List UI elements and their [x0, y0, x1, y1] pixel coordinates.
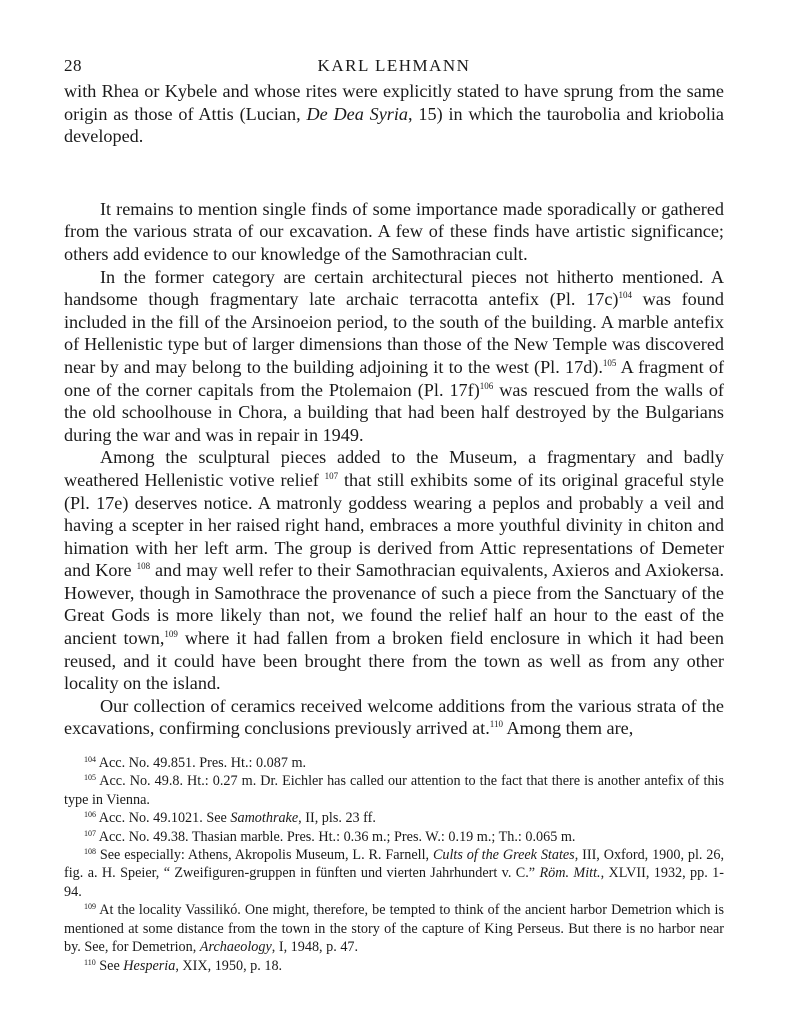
footnote-number: 110	[84, 957, 96, 967]
footnote-number: 105	[84, 773, 96, 783]
text-run: and may well refer to their Samothracian equivalents, Axieros and Axiokersa. However, though in Samothrace the provenance of such a piece from the Sanctuary of the Great Gods is more likely than not, we found the relief half an hour to the east of the ancient town,	[64, 560, 724, 649]
cited-title: Samothrake	[230, 810, 299, 827]
footnote-text: , II, pls. 23 ff.	[298, 810, 376, 827]
cited-title: Hesperia	[123, 957, 176, 974]
page-header	[64, 56, 724, 80]
footnote-108	[64, 846, 724, 901]
footnote-107	[64, 828, 724, 846]
paragraph	[64, 695, 724, 740]
text-run: was found included in the fill of the Arsinoeion period, to the south of the building. A marble antefix of Hellenistic type but of larger dimensions than those of the New Temple was discovered near by and may belong to the building adjoining it to the west (Pl. 17d).	[64, 289, 725, 377]
footnote-text: See	[99, 957, 124, 974]
footnote-ref[interactable]: 104	[618, 290, 632, 301]
footnote-104	[64, 754, 724, 772]
footnote-ref[interactable]: 109	[164, 629, 178, 640]
footnote-text: Acc. No. 49.38. Thasian marble. Pres. Ht.: 0.36 m.; Pres. W.: 0.19 m.; Th.: 0.065 m.	[98, 828, 576, 845]
text-run: with Rhea or Kybele and whose rites were explicitly stated to have sprung from the same origin as those of Attis (Lucian,	[64, 81, 724, 124]
footnote-number: 104	[84, 755, 96, 765]
footnote-number: 109	[84, 902, 96, 912]
footnote-text: See especially: Athens, Akropolis Museum, L. R. Farnell,	[99, 847, 433, 864]
footnote-text: , XLVII, 1932, pp. 1-94.	[64, 865, 724, 900]
running-head: KARL LEHMANN	[317, 56, 471, 75]
cited-title: Röm. Mitt.	[539, 865, 601, 882]
footnote-109	[64, 901, 724, 956]
footnote-ref[interactable]: 108	[136, 561, 151, 572]
text-run: that still exhibits some of its original graceful style (Pl. 17e) deserves notice. A matronly goddess wearing a peplos and probably a veil and having a scepter in her raised right hand, embraces a more youthful divinity in chiton and himation with her left arm. The group is derived from Attic representations of Demeter and Kore	[64, 469, 724, 581]
footnote-ref[interactable]: 110	[489, 719, 503, 730]
text-run: was rescued from the walls of the old schoolhouse in Chora, a building that had been half destroyed by the Bulgarians during the war and was in repair in 1949.	[64, 379, 724, 445]
footnote-text: , I, 1948, p. 47.	[271, 939, 359, 956]
footnote-105	[64, 772, 724, 809]
footnote-ref[interactable]: 105	[602, 357, 617, 368]
page	[64, 56, 724, 975]
footnote-110	[64, 957, 724, 975]
footnote-number: 107	[84, 828, 96, 838]
footnotes	[64, 754, 724, 975]
footnote-number: 106	[84, 810, 96, 820]
footnote-ref[interactable]: 106	[479, 380, 494, 391]
cited-title: De Dea Syria	[306, 103, 409, 124]
page-number: 28	[64, 56, 82, 75]
paragraph: It remains to mention single finds of some importance made sporadically or gathered from the various strata of our excavation. A few of these finds have artistic significance; others add evidence to our knowledge of the Samothracian cult.	[64, 198, 724, 264]
footnote-text: Acc. No. 49.1021. See	[98, 810, 231, 827]
text-run: , 15) in which the taurobolia and kriobolia developed.	[64, 103, 724, 147]
footnote-106	[64, 809, 724, 827]
text-run: In the former category are certain architectural pieces not hitherto mentioned. A handsome though fragmentary late archaic terracotta antefix (Pl. 17c)	[64, 266, 724, 310]
body-text	[64, 80, 724, 740]
footnote-ref[interactable]: 107	[324, 470, 339, 481]
text-run: Among the sculptural pieces added to the Museum, a fragmentary and badly weathered Hellenistic votive relief	[64, 447, 724, 490]
cited-title: Archaeology	[199, 939, 272, 956]
text-run: where it had fallen from a broken field enclosure in which it had been reused, and it could have been brought there from the town as well as from any other locality on the island.	[64, 628, 725, 694]
text-run: Among them are,	[502, 718, 634, 739]
paragraph-continued	[64, 80, 724, 148]
footnote-text: At the locality Vassilikó. One might, therefore, be tempted to think of the ancient harbor Demetrion which is mentioned at some distance from the town in the story of the capture of King Perseus. But there is no harbor near by. See, for Demetrion,	[64, 902, 724, 956]
text-run: A fragment of one of the corner capitals from the Ptolemaion (Pl. 17f)	[64, 356, 725, 400]
paragraph	[64, 446, 724, 695]
footnote-text: , XIX, 1950, p. 18.	[175, 957, 283, 974]
cited-title: Cults of the Greek States	[432, 847, 575, 864]
footnote-number: 108	[84, 847, 96, 857]
footnote-text: Acc. No. 49.8. Ht.: 0.27 m. Dr. Eichler has called our attention to the fact that there is another antefix of this type in Vienna.	[64, 773, 724, 808]
text-run: Our collection of ceramics received welcome additions from the various strata of the excavations, confirming conclusions previously arrived at.	[64, 695, 724, 739]
footnote-text: Acc. No. 49.851. Pres. Ht.: 0.087 m.	[98, 755, 307, 772]
paragraph	[64, 266, 724, 447]
footnote-text: , III, Oxford, 1900, pl. 26, fig. a. H. Speier, “ Zweifiguren-gruppen in fünften und vierten Jahrhundert v. C.”	[64, 847, 725, 882]
section-gap	[64, 148, 724, 198]
